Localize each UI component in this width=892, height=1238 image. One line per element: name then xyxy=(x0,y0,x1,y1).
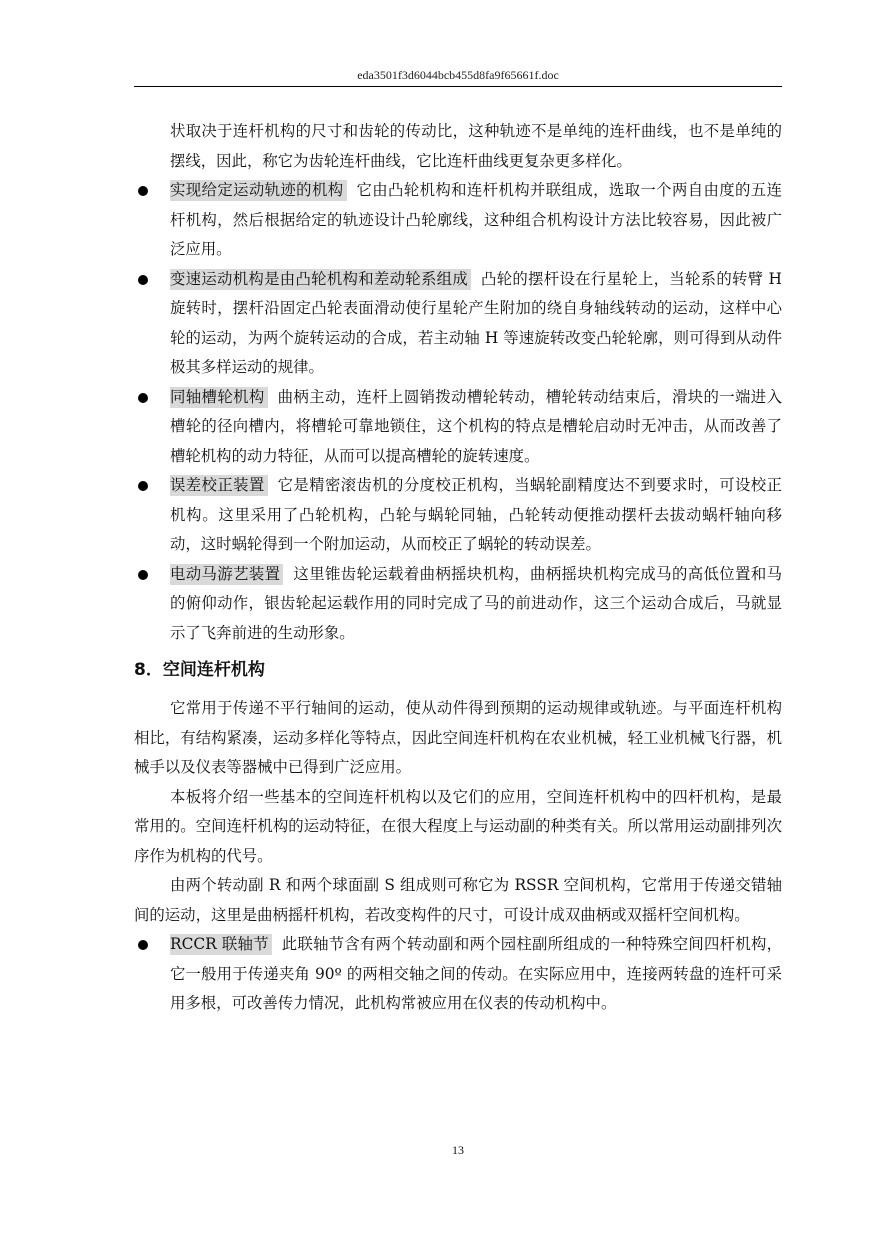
bullet-item xyxy=(134,930,782,1019)
page-header-filename: eda3501f3d6044bcb455d8fa9f65661f.doc xyxy=(357,68,559,82)
bullet-icon xyxy=(138,275,148,285)
bullet-icon xyxy=(138,393,148,403)
bullet-icon xyxy=(138,940,148,950)
bullet-item xyxy=(134,471,782,560)
bullet-term: 电动马游艺装置 xyxy=(170,564,283,585)
bullet-text: 它是精密滚齿机的分度校正机构，当蜗轮副精度达不到要求时，可设校正机构。这里采用了凸轮机构，凸轮与蜗轮同轴，凸轮转动便推动摆杆去拔动蜗杆轴向移动，这时蜗轮得到一个附加运动，从而校正了蜗轮的转动误差。 xyxy=(170,476,782,553)
bullet-text: 它由凸轮机构和连杆机构并联组成，选取一个两自由度的五连杆机构，然后根据给定的轨迹设计凸轮廓线，这种组合机构设计方法比较容易，因此被广泛应用。 xyxy=(170,181,782,258)
bullet-term: RCCR 联轴节 xyxy=(170,934,272,955)
body-paragraph: 本板将介绍一些基本的空间连杆机构以及它们的应用，空间连杆机构中的四杆机构，是最常用的。空间连杆机构的运动特征，在很大程度上与运动副的种类有关。所以常用运动副排列次序作为机构的代号。 xyxy=(134,787,782,865)
bullet-text: 曲柄主动，连杆上圆销拨动槽轮转动，槽轮转动结束后，滑块的一端进入槽轮的径向槽内，将槽轮可靠地锁住，这个机构的特点是槽轮启动时无冲击，从而改善了槽轮机构的动力特征，从而可以提高槽轮的旋转速度。 xyxy=(170,387,782,465)
bullet-term: 变速运动机构是由凸轮机构和差动轮系组成 xyxy=(170,269,471,290)
page-number: 13 xyxy=(452,1143,464,1157)
bullet-term: 误差校正装置 xyxy=(170,475,268,496)
bullet-item xyxy=(134,265,782,383)
section-heading: 8．空间连杆机构 xyxy=(134,660,265,680)
bullet-item xyxy=(134,383,782,472)
body-paragraph: 它常用于传递不平行轴间的运动，使从动件得到预期的运动规律或轨迹。与平面连杆机构相比，有结构紧凑，运动多样化等特点，因此空间连杆机构在农业机械，轻工业机械飞行器，机械手以及仪表等器械中已得到广泛应用。 xyxy=(134,699,782,776)
header-rule xyxy=(134,86,782,87)
document-body xyxy=(134,117,782,1019)
bullet-icon xyxy=(138,481,148,491)
bullet-text: 凸轮的摆杆设在行星轮上，当轮系的转臂 H 旋转时，摆杆沿固定凸轮表面滑动使行星轮产生附加的绕自身轴线转动的运动，这样中心轮的运动，为两个旋转运动的合成，若主动轴 H 等速旋转改变凸轮轮廓，则可得到从动件极其多样运动的规律。 xyxy=(170,269,782,376)
bullet-icon xyxy=(138,186,148,196)
bullet-text: 此联轴节含有两个转动副和两个园柱副所组成的一种特殊空间四杆机构，它一般用于传递夹角 90º 的两相交轴之间的传动。在实际应用中，连接两转盘的连杆可采用多根，可改善传力情况，此机构常被应用在仪表的传动机构中。 xyxy=(170,935,782,1012)
bullet-text: 这里锥齿轮运载着曲柄摇块机构，曲柄摇块机构完成马的高低位置和马的俯仰动作，银齿轮起运载作用的同时完成了马的前进动作，这三个运动合成后，马就显示了飞奔前进的生动形象。 xyxy=(170,564,782,642)
bullet-item xyxy=(134,560,782,649)
bullet-term: 同轴槽轮机构 xyxy=(170,387,268,408)
bullet-icon xyxy=(138,570,148,580)
continuation-paragraph: 状取决于连杆机构的尺寸和齿轮的传动比，这种轨迹不是单纯的连杆曲线，也不是单纯的摆线，因此，称它为齿轮连杆曲线，它比连杆曲线更复杂更多样化。 xyxy=(170,122,782,170)
bullet-item xyxy=(134,176,782,265)
body-paragraph: 由两个转动副 R 和两个球面副 S 组成则可称它为 RSSR 空间机构，它常用于传递交错轴间的运动，这里是曲柄摇杆机构，若改变构件的尺寸，可设计成双曲柄或双摇杆空间机构。 xyxy=(134,876,782,924)
bullet-term: 实现给定运动轨迹的机构 xyxy=(170,180,347,201)
